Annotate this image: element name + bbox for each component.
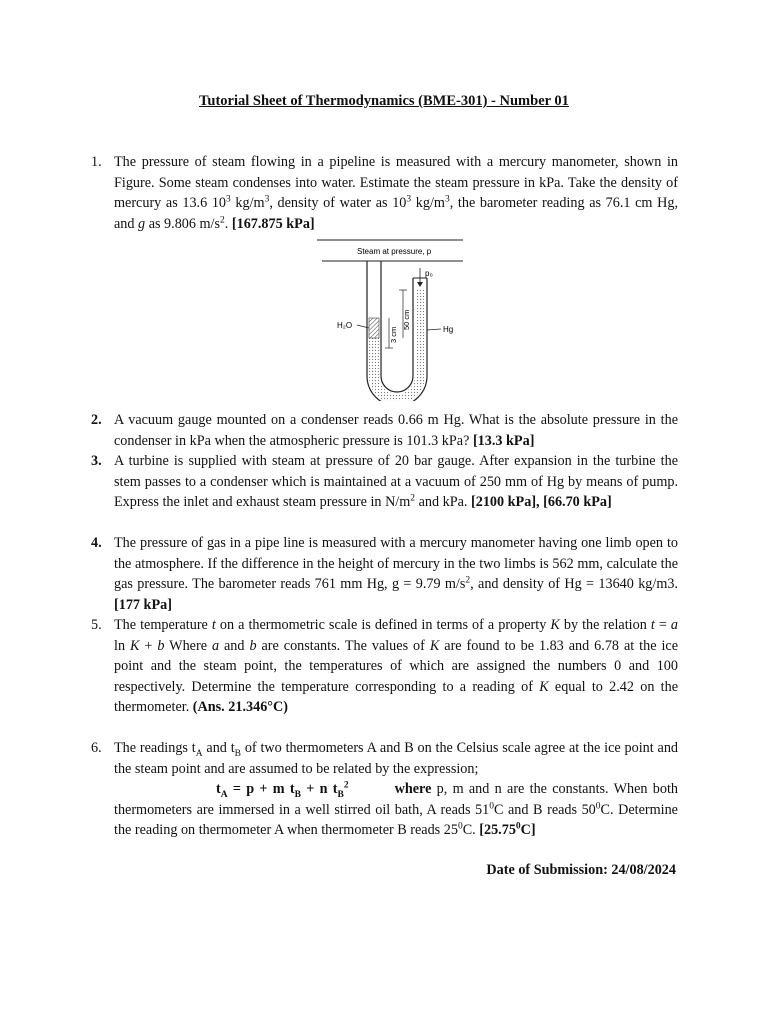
question-number: 6.	[91, 740, 102, 756]
document-title: Tutorial Sheet of Thermodynamics (BME-301) - Number 01	[199, 93, 569, 109]
answer: [167.875 kPa]	[231, 215, 315, 232]
answer: [177 kPa]	[114, 596, 172, 613]
question-3	[91, 451, 678, 513]
question-number: 3.	[91, 453, 102, 469]
answer: [13.3 kPa]	[472, 432, 535, 449]
label-50cm: 50 cm	[402, 309, 411, 330]
manometer-figure	[317, 238, 463, 401]
label-steam-pressure: Steam at pressure, p	[357, 247, 432, 256]
label-hg: Hg	[443, 325, 454, 334]
answer: [2100 kPa], [66.70 kPa]	[471, 494, 612, 511]
equation: $t_A = p + m$ $t_B + n$ $t_B^2$	[216, 780, 349, 801]
question-text: A vacuum gauge mounted on a condenser reads 0.66 m Hg. What is the absolute pressure in the condenser in kPa when the atmospheric pressure is 101.3 kPa? [13.3 kPa]	[114, 412, 678, 449]
label-3cm: 3 cm	[389, 326, 398, 343]
question-number: 4.	[91, 535, 102, 551]
question-text: The temperature t on a thermometric scale is defined in terms of a property K by the relation t = a ln K + b Where a and b are constants. The values of K are found to be 1.83 and 6.78 at the ice point and the steam point, the temperatures of which are assigned the numbers 0 and 100 respectively. Determine the temperature corresponding to a reading of K equal to 2.42 on the thermometer. (Ans. 21.346°C)	[114, 617, 678, 716]
question-6	[91, 738, 678, 841]
question-number: 5.	[91, 617, 102, 633]
question-number: 1.	[91, 154, 102, 170]
submission-date: Date of Submission: 24/08/2024	[486, 862, 676, 878]
question-text: A turbine is supplied with steam at pressure of 20 bar gauge. After expansion in the turbine the stem passes to a condenser which is maintained at a vacuum of 250 mm of Hg by means of pump. Express the inlet and exhaust steam pressure in $N/m^2$ and kPa. [2100 kPa], [66.70 kPa]	[114, 453, 678, 511]
question-text: The readings $t_A$ and $t_B$ of two thermometers A and B on the Celsius scale agree at the ice point and the steam point and are assumed to be related by the expression; $t_A = p + m$ $t_B + n$ $t_B^2$ where p, m and n are the constants. When both thermometers are immersed in a well stirred oil bath, A reads $51^0C$ and B reads $50^0C$. Determine the reading on thermometer A when thermometer B reads $25^0C$. [25.75$^0$C]	[114, 740, 679, 839]
label-p0: p₀	[425, 269, 433, 278]
question-text: The pressure of gas in a pipe line is measured with a mercury manometer having one limb open to the atmosphere. If the difference in the height of mercury in the two limbs is 562 mm, calculate the gas pressure. The barometer reads 761 mm Hg, g = 9.79 $m/s^2$, and density of Hg = 13640 kg/m3. [177 kPa]	[114, 535, 678, 613]
question-number: 2.	[91, 412, 102, 428]
answer: [25.75$^0$C]	[479, 821, 536, 839]
answer: (Ans. 21.346°C)	[192, 699, 288, 716]
question-4	[91, 533, 678, 615]
question-1	[91, 152, 678, 234]
label-h2o: H₂O	[337, 321, 353, 330]
question-text: The pressure of steam flowing in a pipeline is measured with a mercury manometer, shown in Figure. Some steam condenses into water. Estimate the steam pressure in kPa. Take the density of mercury as 13.6 $10^3$ $kg/m^3$, density of water as $10^3$ $kg/m^3$, the barometer reading as 76.1 cm Hg, and g as 9.806 $m/s^2$. [167.875 kPa]	[114, 154, 678, 232]
question-2	[91, 410, 678, 451]
question-5	[91, 615, 678, 718]
